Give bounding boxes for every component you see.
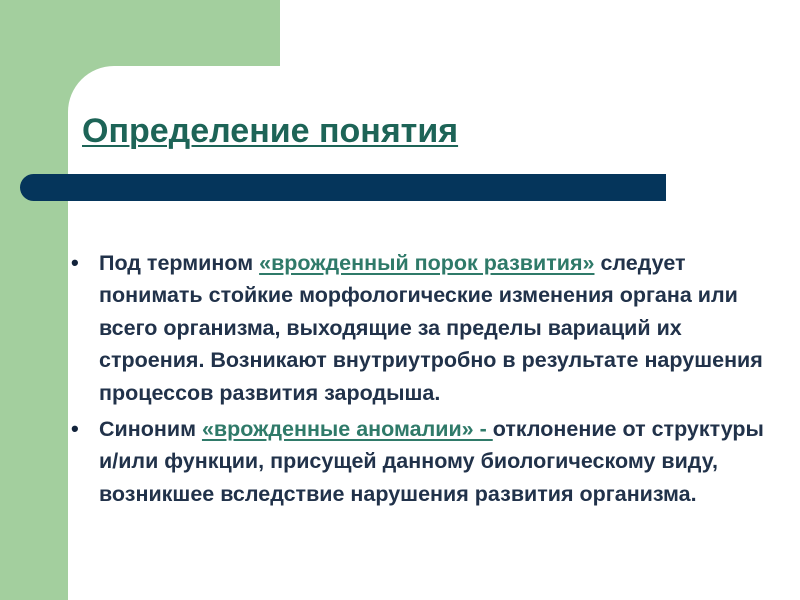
synonym-item — [70, 413, 782, 510]
item-body-text: отклонение от структуры и/или функции, присущей данному биологическому виду, возникшее вследствие нарушения развития организма. — [99, 417, 764, 506]
item-body-text: следует понимать стойкие морфологические изменения органа или всего организма, выходящие за пределы вариаций их строения. Возникают внутриутробно в результате нарушения процессов развития зародыша. — [99, 251, 763, 405]
definition-item — [70, 247, 782, 409]
bullet-icon: • — [71, 416, 79, 442]
term-link: «врожденные аномалии» - — [201, 417, 493, 442]
bullet-icon: • — [71, 250, 79, 275]
slide-title: Определение понятия — [82, 112, 459, 150]
term-link: «врожденный порок развития» — [259, 251, 595, 275]
item-lead-text: Под термином — [99, 251, 260, 275]
definition-list — [70, 247, 782, 514]
item-lead-text: Синоним — [99, 417, 202, 442]
title-divider-bar — [20, 174, 666, 201]
